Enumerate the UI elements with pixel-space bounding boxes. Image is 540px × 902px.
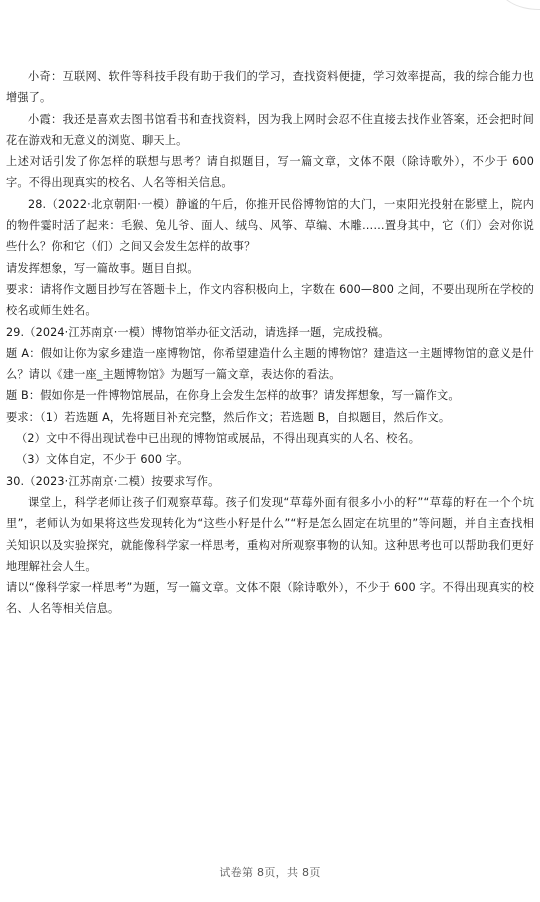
question-29-requirement-1: 要求：（1）若选题 A，先将题目补充完整，然后作文；若选题 B，自拟题目，然后作文。	[6, 410, 451, 424]
page-footer: 试卷第 8页，共 8页	[219, 866, 321, 879]
question-29-option-b: 题 B：假如你是一件博物馆展品，在你身上会发生怎样的故事？请发挥想象，写一篇作文。	[6, 389, 460, 403]
document-body	[6, 66, 534, 620]
question-30-stem: 30.（2023·江苏南京·二模）按要求写作。	[6, 474, 220, 488]
question-29-stem: 29.（2024·江苏南京·一模）博物馆举办征文活动，请选择一题，完成投稿。	[6, 325, 390, 339]
question-29-option-a: 题 A：假如让你为家乡建造一座博物馆，你希望建造什么主题的博物馆？建造这一主题博物馆的意义是什么？请以《建一座_主题博物馆》为题写一篇文章，表达你的看法。	[6, 346, 534, 382]
question-28-stem: 28.（2022·北京朝阳·一模）静谧的午后，你推开民俗博物馆的大门，一束阳光投射在影壁上，院内的物件霎时活了起来：毛猴、兔儿爷、面人、绒鸟、风筝、草编、木雕……置身其中，它（们）会对你说些什么？你和它（们）之间又会发生怎样的故事？	[6, 197, 534, 254]
page-corner-decoration	[498, 0, 540, 10]
question-29-requirement-3: （3）文体自定，不少于 600 字。	[16, 453, 189, 467]
dialogue-xiaoqi: 小奇：互联网、软件等科技手段有助于我们的学习，查找资料便捷，学习效率提高，我的综合能力也增强了。	[6, 70, 534, 105]
question-30-instruction: 请以“像科学家一样思考”为题，写一篇文章。文体不限（除诗歌外），不少于 600 字。不得出现真实的校名、人名等相关信息。	[6, 581, 534, 616]
question-30-material: 课堂上，科学老师让孩子们观察草莓。孩子们发现“草莓外面有很多小小的籽”“草莓的籽在一个个坑里”，老师认为如果将这些发现转化为“这些小籽是什么”“籽是怎么固定在坑里的”等问题，并自主查找相关知识以及实验探究，就能像科学家一样思考，重构对所观察事物的认知。这种思考也可以帮助我们更好地理解社会人生。	[6, 495, 534, 573]
question-28-task: 请发挥想象，写一篇故事。题目自拟。	[6, 261, 199, 275]
question-28-requirements: 要求：请将作文题目抄写在答题卡上，作文内容积极向上，字数在 600—800 之间，不要出现所在学校的校名或师生姓名。	[6, 282, 534, 318]
prompt-27-instruction: 上述对话引发了你怎样的联想与思考？请自拟题目，写一篇文章，文体不限（除诗歌外），不少于 600 字。不得出现真实的校名、人名等相关信息。	[6, 155, 534, 190]
dialogue-xiaoxia: 小霞：我还是喜欢去图书馆看书和查找资料，因为我上网时会忍不住直接去找作业答案，还会把时间花在游戏和无意义的浏览、聊天上。	[6, 112, 534, 147]
question-29-requirement-2: （2）文中不得出现试卷中已出现的博物馆或展品，不得出现真实的人名、校名。	[16, 432, 421, 446]
